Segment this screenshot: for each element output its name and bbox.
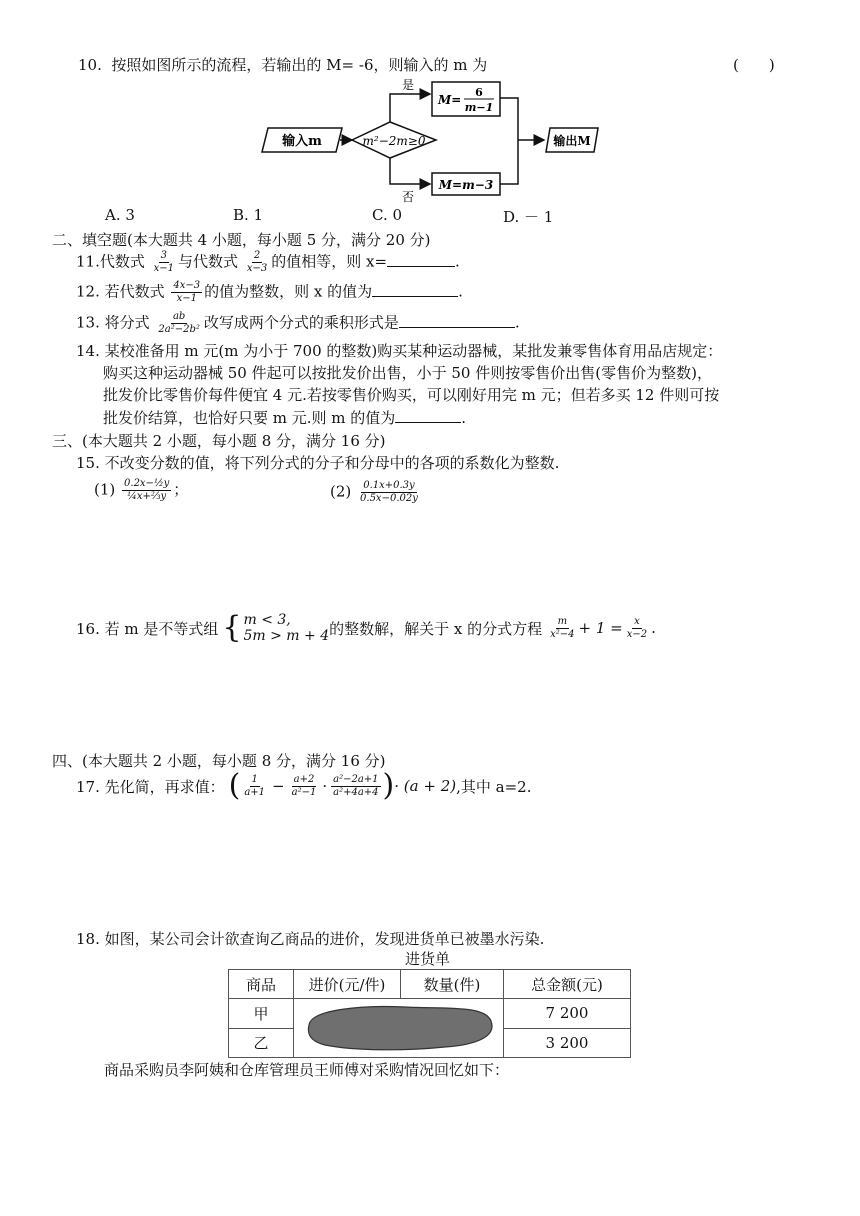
q17-pre: 17. 先化简，再求值： xyxy=(76,777,225,796)
q10-option-c: C. 0 xyxy=(372,206,403,224)
flow-condition-text: m²−2m≥0 xyxy=(362,134,426,148)
q16-brace: { xyxy=(222,610,242,645)
table-cell: 甲 xyxy=(229,999,294,1029)
q14-line-3: 批发价比零售价每件便宜 4 元.若按零售价购买，可以刚好用完 m 元；但若多买 12 件则可按 xyxy=(103,386,720,404)
q16-inequality-2: 5m > m + 4 xyxy=(243,628,330,644)
q15-p1-label: (1) xyxy=(94,480,116,499)
purchase-table xyxy=(228,969,631,1058)
q12 xyxy=(76,280,463,305)
q11-answer-blank[interactable] xyxy=(387,252,455,267)
flowchart xyxy=(260,76,600,204)
q18-table-title: 进货单 xyxy=(405,950,451,968)
q16-fraction-2: $\frac{x}{x-2}$ xyxy=(626,615,648,640)
ink-stain xyxy=(295,999,503,1057)
flow-input-text: 输入m xyxy=(282,134,322,149)
q13-end: . xyxy=(514,313,520,332)
q12-end: . xyxy=(458,282,463,301)
q13-answer-blank[interactable] xyxy=(399,313,515,328)
q17-post: ,其中 a=2. xyxy=(456,777,532,796)
q15-part-2 xyxy=(330,480,422,505)
q13 xyxy=(76,311,520,336)
q17-paren-close: ) xyxy=(382,768,395,803)
table-cell: 3 200 xyxy=(504,1028,631,1058)
q13-post: 改写成两个分式的乘积形式是 xyxy=(203,313,399,332)
flow-yes-den: m−1 xyxy=(464,101,494,114)
flow-no-label: 否 xyxy=(402,190,415,204)
q11-post: 的值相等，则 x= xyxy=(271,252,388,271)
flow-output-text: 输出M xyxy=(553,134,591,148)
table-row xyxy=(229,999,631,1029)
q14-answer-blank[interactable] xyxy=(395,408,461,423)
flow-yes-num: 6 xyxy=(475,86,483,99)
q15-p2-fraction: $\frac{0.1x+0.3y}{0.5x-0.02y}$ xyxy=(360,480,418,504)
q16-inequality-system xyxy=(243,612,329,644)
table-header-cell: 商品 xyxy=(229,970,294,999)
q10-option-a: A. 3 xyxy=(105,206,135,224)
q12-post: 的值为整数，则 x 的值为 xyxy=(204,282,373,301)
table-header-cell: 进价(元/件) xyxy=(294,970,401,999)
section-3-title: 三、(本大题共 2 小题，每小题 8 分，满分 16 分) xyxy=(52,432,386,450)
q15-p2-label: (2) xyxy=(330,482,352,501)
q11-fraction-1: $\frac{3}{x-1}$ xyxy=(153,250,175,274)
q16 xyxy=(76,612,656,644)
q10-option-b: B. 1 xyxy=(233,206,264,224)
q17-tail: · (a + 2) xyxy=(394,777,457,795)
q11-end: . xyxy=(455,252,460,271)
q17-paren-open: ( xyxy=(228,768,241,803)
q12-pre: 12. 若代数式 xyxy=(76,282,165,301)
q14-line-2: 购买这种运动器械 50 件起可以按批发价出售，小于 50 件则按零售价出售(零售价为整数)， xyxy=(103,364,712,382)
q17-fraction-a: $\frac{1}{a+1}$ xyxy=(244,773,266,798)
table-header-row xyxy=(229,970,631,999)
q11-fraction-2: $\frac{2}{x-3}$ xyxy=(246,250,268,274)
q16-fraction-1: $\frac{m}{\text{x²−4}}$ xyxy=(550,615,575,640)
q18-after-text: 商品采购员李阿姨和仓库管理员王师傅对采购情况回忆如下： xyxy=(104,1061,510,1079)
q10-number: 10. xyxy=(78,56,102,74)
q17 xyxy=(76,768,532,803)
q11-pre: 11.代数式 xyxy=(76,252,145,271)
q17-fraction-b: $\frac{a+2}{\text{a²−1}}$ xyxy=(291,773,317,798)
q13-pre: 13. 将分式 xyxy=(76,313,150,332)
section-4-title: 四、(本大题共 2 小题，每小题 8 分，满分 16 分) xyxy=(52,752,386,770)
table-header-cell: 数量(件) xyxy=(401,970,504,999)
q15-text: 15. 不改变分数的值，将下列分式的分子和分母中的各项的系数化为整数. xyxy=(76,454,560,472)
q15-part-1 xyxy=(94,478,188,503)
q15-p1-end: ； xyxy=(173,480,189,499)
q17-fraction-c: $\frac{\text{a²−2a+1}}{\text{a²+4a+4}}$ xyxy=(333,773,379,798)
q14-line-4 xyxy=(103,407,466,428)
q17-dot: · xyxy=(322,777,328,795)
q15-p1-fraction: $\frac{\text{0.2x−½y}}{\text{¼x+⅔y}}$ xyxy=(124,478,170,502)
q10-stem xyxy=(78,54,487,75)
q16-inequality-1: m < 3, xyxy=(243,612,291,628)
q14-end: . xyxy=(461,409,467,427)
q11 xyxy=(76,250,460,275)
q16-mid: 的整数解，解关于 x 的分式方程 xyxy=(329,619,543,638)
q18-text: 18. 如图，某公司会计欲查询乙商品的进价，发现进货单已被墨水污染. xyxy=(76,930,545,948)
q12-answer-blank[interactable] xyxy=(372,282,458,297)
q10-text: 按照如图所示的流程，若输出的 M= -6，则输入的 m 为 xyxy=(111,56,488,74)
q16-pre: 16. 若 m 是不等式组 xyxy=(76,619,219,638)
q17-minus: − xyxy=(272,777,285,795)
q16-end: . xyxy=(651,619,656,637)
q14-line-1: 14. 某校准备用 m 元(m 为小于 700 的整数)购买某种运动器械，某批发兼零售体育用品店规定： xyxy=(76,342,723,360)
q10-option-d: D. － 1 xyxy=(503,208,554,226)
q12-fraction: $\frac{4x-3}{x-1}$ xyxy=(173,280,201,304)
ink-stain-cell xyxy=(294,999,504,1058)
q13-fraction: $\frac{ab}{\text{2a²−2b²}}$ xyxy=(158,311,200,335)
table-cell: 乙 xyxy=(229,1028,294,1058)
flow-no-text: M=m−3 xyxy=(438,178,494,192)
table-header-cell: 总金额(元) xyxy=(504,970,631,999)
section-2-title: 二、填空题(本大题共 4 小题，每小题 5 分，满分 20 分) xyxy=(52,231,431,249)
flow-yes-lhs: M= xyxy=(438,93,462,107)
q10-answer-bracket: ( ) xyxy=(733,56,775,74)
q16-eq-plus: + 1 = xyxy=(578,619,623,637)
q11-mid: 与代数式 xyxy=(178,252,239,271)
q14-line-4-text: 批发价结算，也恰好只要 m 元.则 m 的值为 xyxy=(103,409,396,427)
flow-yes-label: 是 xyxy=(402,78,415,92)
table-cell: 7 200 xyxy=(504,999,631,1029)
